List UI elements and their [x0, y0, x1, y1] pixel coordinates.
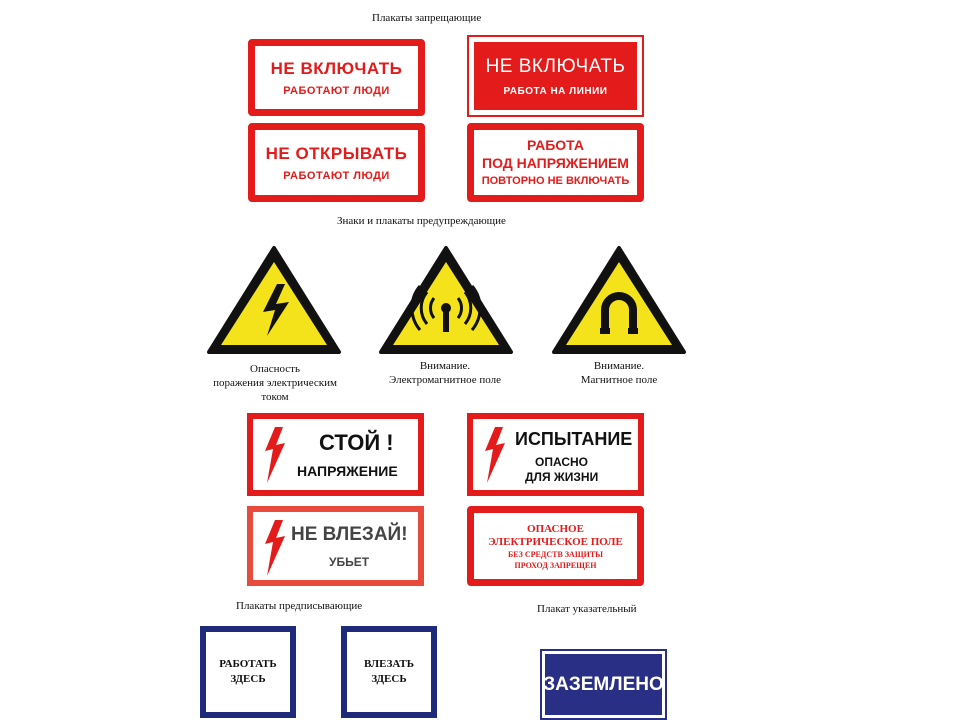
caption-electromagnetic-field — [350, 359, 540, 387]
section-title-indicating: Плакат указательный — [537, 603, 637, 615]
sign-line-2: ПОД НАПРЯЖЕНИЕМ — [482, 154, 629, 171]
sign-vlezat-zdes — [341, 626, 437, 718]
poster-line-2: ОПАСНО — [535, 455, 588, 469]
sign-label: ЗАЗЕМЛЕНО — [543, 673, 664, 695]
caption-magnetic-field — [524, 359, 714, 387]
sign-line-1: НЕ ОТКРЫВАТЬ — [265, 143, 408, 163]
section-title-warning: Знаки и плакаты предупреждающие — [337, 215, 506, 227]
sign-rabota-pod-napryazheniem — [467, 123, 644, 202]
sign-ne-vklyuchat-rabotayut-lyudi — [248, 39, 425, 116]
sign-line-1: РАБОТА — [527, 136, 584, 153]
electromagnetic-field-icon — [377, 244, 515, 356]
lightning-bolt-icon — [481, 427, 509, 483]
sign-line-2: РАБОТАЮТ ЛЮДИ — [283, 84, 390, 97]
lightning-bolt-icon — [261, 520, 289, 576]
section-title-prohibiting: Плакаты запрещающие — [372, 12, 482, 24]
caption-line: поражения электрическим — [213, 377, 337, 389]
sign-line-1: ВЛЕЗАТЬ — [364, 658, 414, 670]
poster-line-1: НЕ ВЛЕЗАЙ! — [291, 524, 408, 545]
sign-line-2: ЗДЕСЬ — [371, 673, 407, 685]
poster-line-3: ДЛЯ ЖИЗНИ — [525, 470, 599, 484]
sign-line-1: НЕ ВКЛЮЧАТЬ — [270, 58, 403, 78]
caption-line: Внимание. — [593, 360, 645, 372]
poster-line-1: СТОЙ ! — [319, 430, 394, 455]
caption-line: Внимание. — [419, 360, 471, 372]
sign-zazemleno — [540, 649, 667, 720]
caption-line: Электромагнитное поле — [388, 374, 502, 386]
poster-line-2: НАПРЯЖЕНИЕ — [297, 463, 398, 479]
magnet-icon — [550, 244, 688, 356]
caption-line: током — [261, 391, 289, 403]
sign-ne-otkryvat-rabotayut-lyudi — [248, 123, 425, 202]
sign-line-1: РАБОТАТЬ — [219, 658, 277, 670]
lightning-bolt-icon — [205, 244, 343, 356]
sign-line-3: ПОВТОРНО НЕ ВКЛЮЧАТЬ — [481, 174, 630, 187]
sign-line-2: РАБОТА НА ЛИНИИ — [503, 85, 608, 97]
poster-line-2: ЭЛЕКТРИЧЕСКОЕ ПОЛЕ — [488, 536, 623, 548]
poster-line-1: ОПАСНОЕ — [527, 523, 584, 535]
sign-line-1: НЕ ВКЛЮЧАТЬ — [485, 55, 626, 77]
sign-line-2: ЗДЕСЬ — [230, 673, 266, 685]
caption-electric-shock — [180, 362, 370, 404]
sign-rabotat-zdes — [200, 626, 296, 718]
poster-ne-vlezay-ubet — [247, 506, 424, 586]
poster-ispytanie-opasno — [467, 413, 644, 496]
poster-line-3: БЕЗ СРЕДСТВ ЗАЩИТЫ — [507, 550, 604, 559]
poster-line-1: ИСПЫТАНИЕ — [515, 429, 633, 449]
lightning-bolt-icon — [261, 427, 289, 483]
poster-stoy-napryazhenie — [247, 413, 424, 496]
poster-opasnoe-elektricheskoe-pole — [467, 506, 644, 586]
poster-line-4: ПРОХОД ЗАПРЕЩЕН — [514, 561, 597, 570]
sign-ne-vklyuchat-rabota-na-linii — [467, 35, 644, 117]
caption-line: Опасность — [250, 363, 300, 375]
section-title-prescribing: Плакаты предписывающие — [236, 600, 363, 612]
poster-line-2: УБЬЕТ — [329, 555, 370, 569]
caption-line: Магнитное поле — [580, 374, 658, 386]
sign-line-2: РАБОТАЮТ ЛЮДИ — [283, 169, 390, 182]
